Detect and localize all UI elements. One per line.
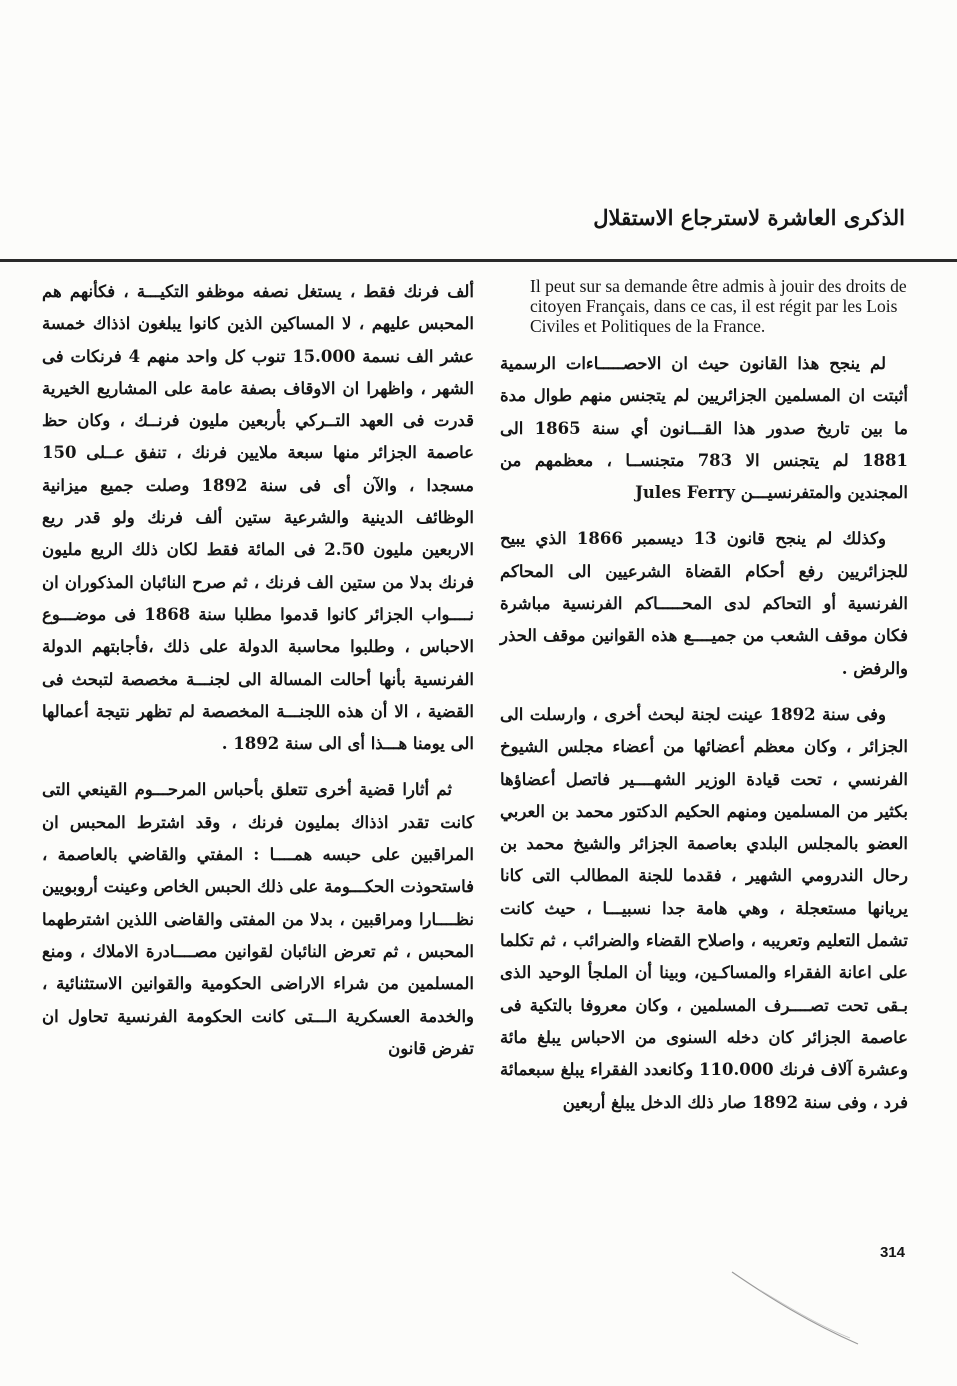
paragraph: وكذلك لم ينجح قانون 13 ديسمبر 1866 الذي يبيح للجزائريين رفع أحكام القضاة الشرعيين الى المحاكم الفرنسية أو التحاكم لدى المحـــــاكم الفرنسية مباشرة فكان موقف الشعب من جميــــع هذه القوانين موقف الحذر والرفض .: [500, 529, 908, 678]
header-divider: [0, 259, 957, 262]
running-header-title: الذكرى العاشرة لاسترجاع الاستقلال: [593, 205, 905, 230]
paragraph: ثم أثارا قضية أخرى تتعلق بأحباس المرحـــوم القينعي التى كانت تقدر اذذاك بمليون فرنك ، وقد اشترط المحبس ان المراقبين على حبسه همــــا : المفتي والقاضي بالعاصمة ، فاستحوذت الحكـــومة على ذلك الحبس الخاص وعينت أروبويين نظــــارا ومراقبين ، بدلا من المفتى والقاضى اللذين اشترطهما المحبس ، ثم تعرض النائبان لقوانين مصــــادرة الاملاك ، ومنع المسلمين من شراء الاراضى الحكومية والقوانين الاستثنائية ، والخدمة العسكرية الـــتى كانت الحكومة الفرنسية تحاول ان تفرض قانون: [42, 780, 474, 1058]
pen-stroke-mark: [730, 1268, 860, 1348]
french-quote: Il peut sur sa demande être admis à jouir des droits de citoyen Français, dans ce cas, il est régit par les Lois Civiles et Politiques de la France.: [530, 276, 907, 336]
paragraph: لم ينجح هذا القانون حيث ان الاحصـــــاءات الرسمية أثبتت ان المسلمين الجزائريين لم يتجنس منهم طوال مدة ما بين تاريخ صدور هذا القـــانون أي سنة 1865 الى 1881 لم يتجنس الا 783 متجنســا ، معظمهم من المجندين والمتفرنسيـــن Jules Ferry: [500, 354, 908, 503]
page-number: 314: [879, 1244, 905, 1261]
paragraph: وفى سنة 1892 عينت لجنة لبحث أخرى ، وارسلت الى الجزائر ، وكان معظم أعضائها من أعضاء مجلس الشيوخ الفرنسي ، تحت قيادة الوزير الشهــــير فاتصل أعضاؤها بكثير من المسلمين ومنهم الحكيم الدكتور محمد بن العربي العضو بالمجلس البلدي بعاصمة الجزائر والشيخ محمد بن رحال الندرومي الشهير ، فقدما للجنة المطالب التى كانا يريانها مستعجلة ، وهي هامة جدا نسبيـــا ، حيث كانت تشمل التعليم وتعريبه ، واصلاح القضاء والضرائب ، ثم تكلما على اعانة الفقراء والمساكـين، وبينا أن الملجأ الوحيد الذى بـقى تحت تصــــرف المسلمين ، وكان معروفا بالتكية فى عاصمة الجزائر كان دخله السنوى من الاحباس يبلغ مائة وعشرة آلاف فرنك 110.000 وكانعدد الفقراء يبلغ سبعمائة فرد ، وفى سنة 1892 صار ذلك الدخل يبلغ أربعين: [500, 704, 908, 1112]
right-column: [500, 276, 908, 1119]
left-column: [42, 276, 474, 1065]
paragraph: ألف فرنك فقط ، يستغل نصفه موظفو التكيـــة ، فكأنهم هم المحبس عليهم ، لا المساكين الذين كانوا يبلغون اذذاك خمسة عشر الف نسمة 15.000 تنوب كل واحد منهم 4 فرنكات فى الشهر ، واظهرا ان الاوقاف بصفة عامة على المشاريع الخيرية قدرت فى العهد التــركي بأربعين مليون فرنــك ، وكان حظ عاصمة الجزائر منها سبعة ملايين فرنك ، تنفق عــلى 150 مسجدا ، والآن أى فى سنة 1892 وصلت جميع ميزانية الوظائف الدينية والشرعية ستين ألف فرنك ولو قدر ريع الاربعين مليون 2.50 فى المائة فقط لكان ذلك الريع مليون فرنك بدلا من ستين الف فرنك ، ثم صرح النائبان المذكوران ان نــــواب الجزائر كانوا قدموا مطلبا سنة 1868 فى موضـــوع الاحباس ، وطلبوا محاسبة الدولة على ذلك ،فأجابتهم الدولة الفرنسية بأنها أحالت المسالة الى لجنـــة مخصصة لتبحث فى القضية ، الا أن هذه اللجنـــة المخصصة لم تظهر نتيجة أعمالها الى يومنا هـــذا أى الى سنة 1892 .: [42, 282, 474, 754]
